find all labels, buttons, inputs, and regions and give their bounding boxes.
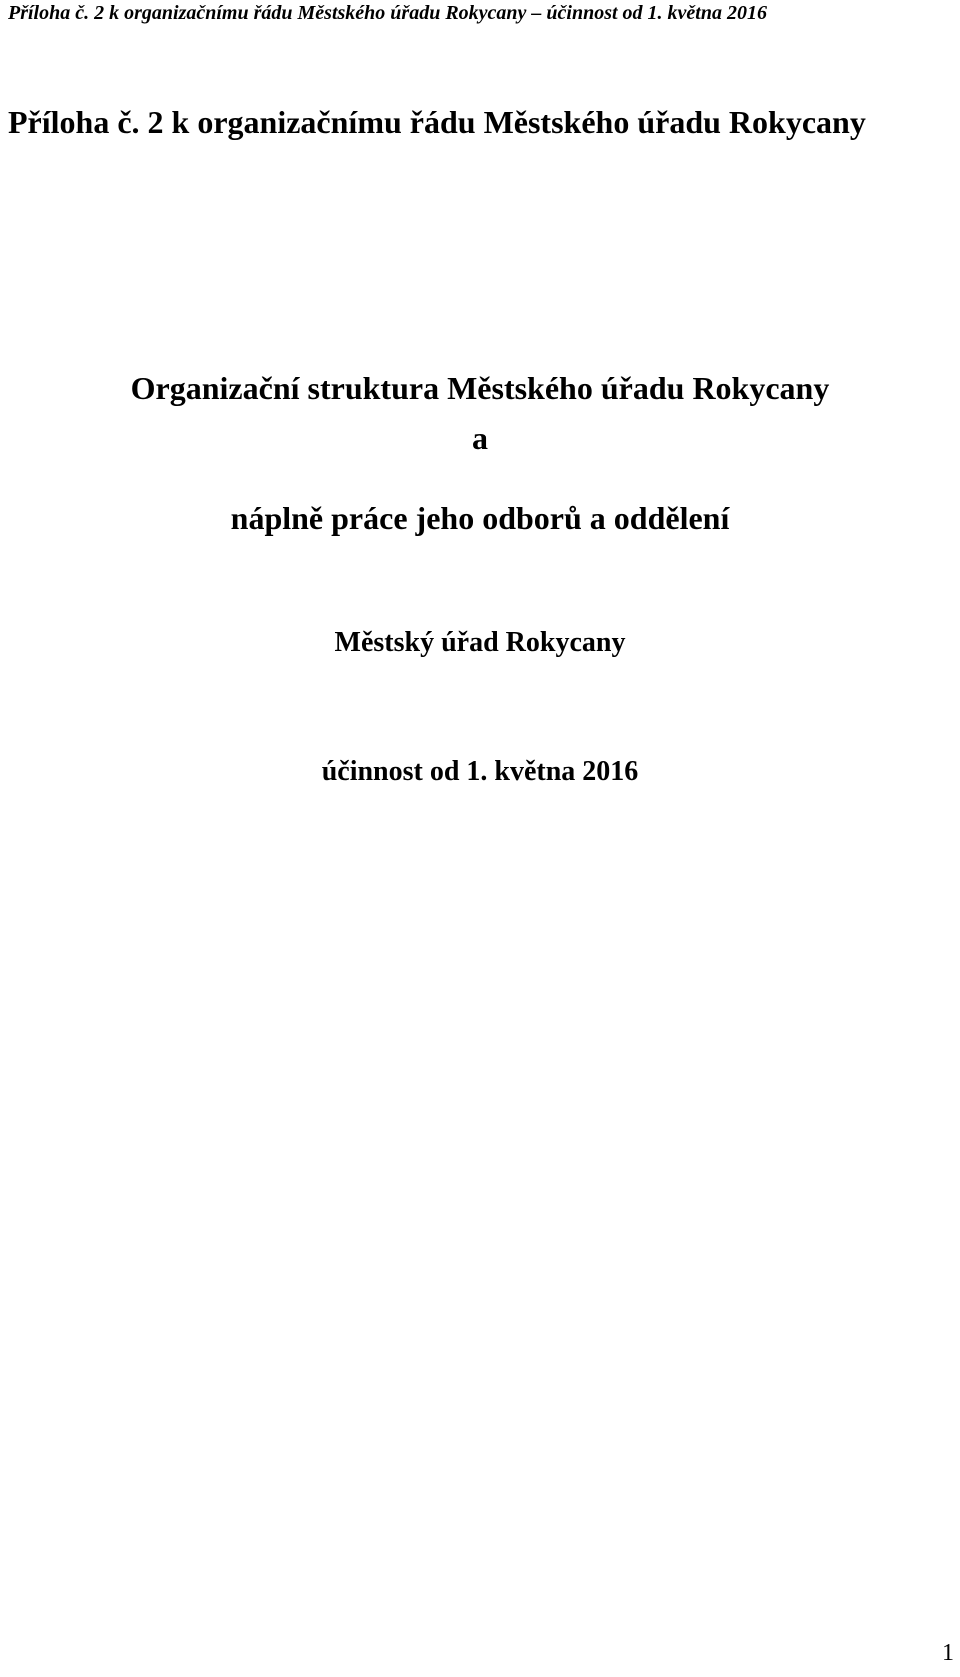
main-heading-line-3: náplně práce jeho odborů a oddělení — [230, 500, 730, 536]
effective-date: účinnost od 1. května 2016 — [321, 756, 639, 787]
main-heading-line-2: a — [472, 420, 488, 456]
running-header: Příloha č. 2 k organizačnímu řádu Městského úřadu Rokycany – účinnost od 1. května 2016 — [8, 2, 767, 24]
page-number: 1 — [942, 1640, 954, 1666]
main-heading-line-1: Organizační struktura Městského úřadu Rokycany — [130, 370, 830, 406]
office-name: Městský úřad Rokycany — [334, 627, 626, 658]
document-title: Příloha č. 2 k organizačnímu řádu Městského úřadu Rokycany — [8, 104, 866, 140]
